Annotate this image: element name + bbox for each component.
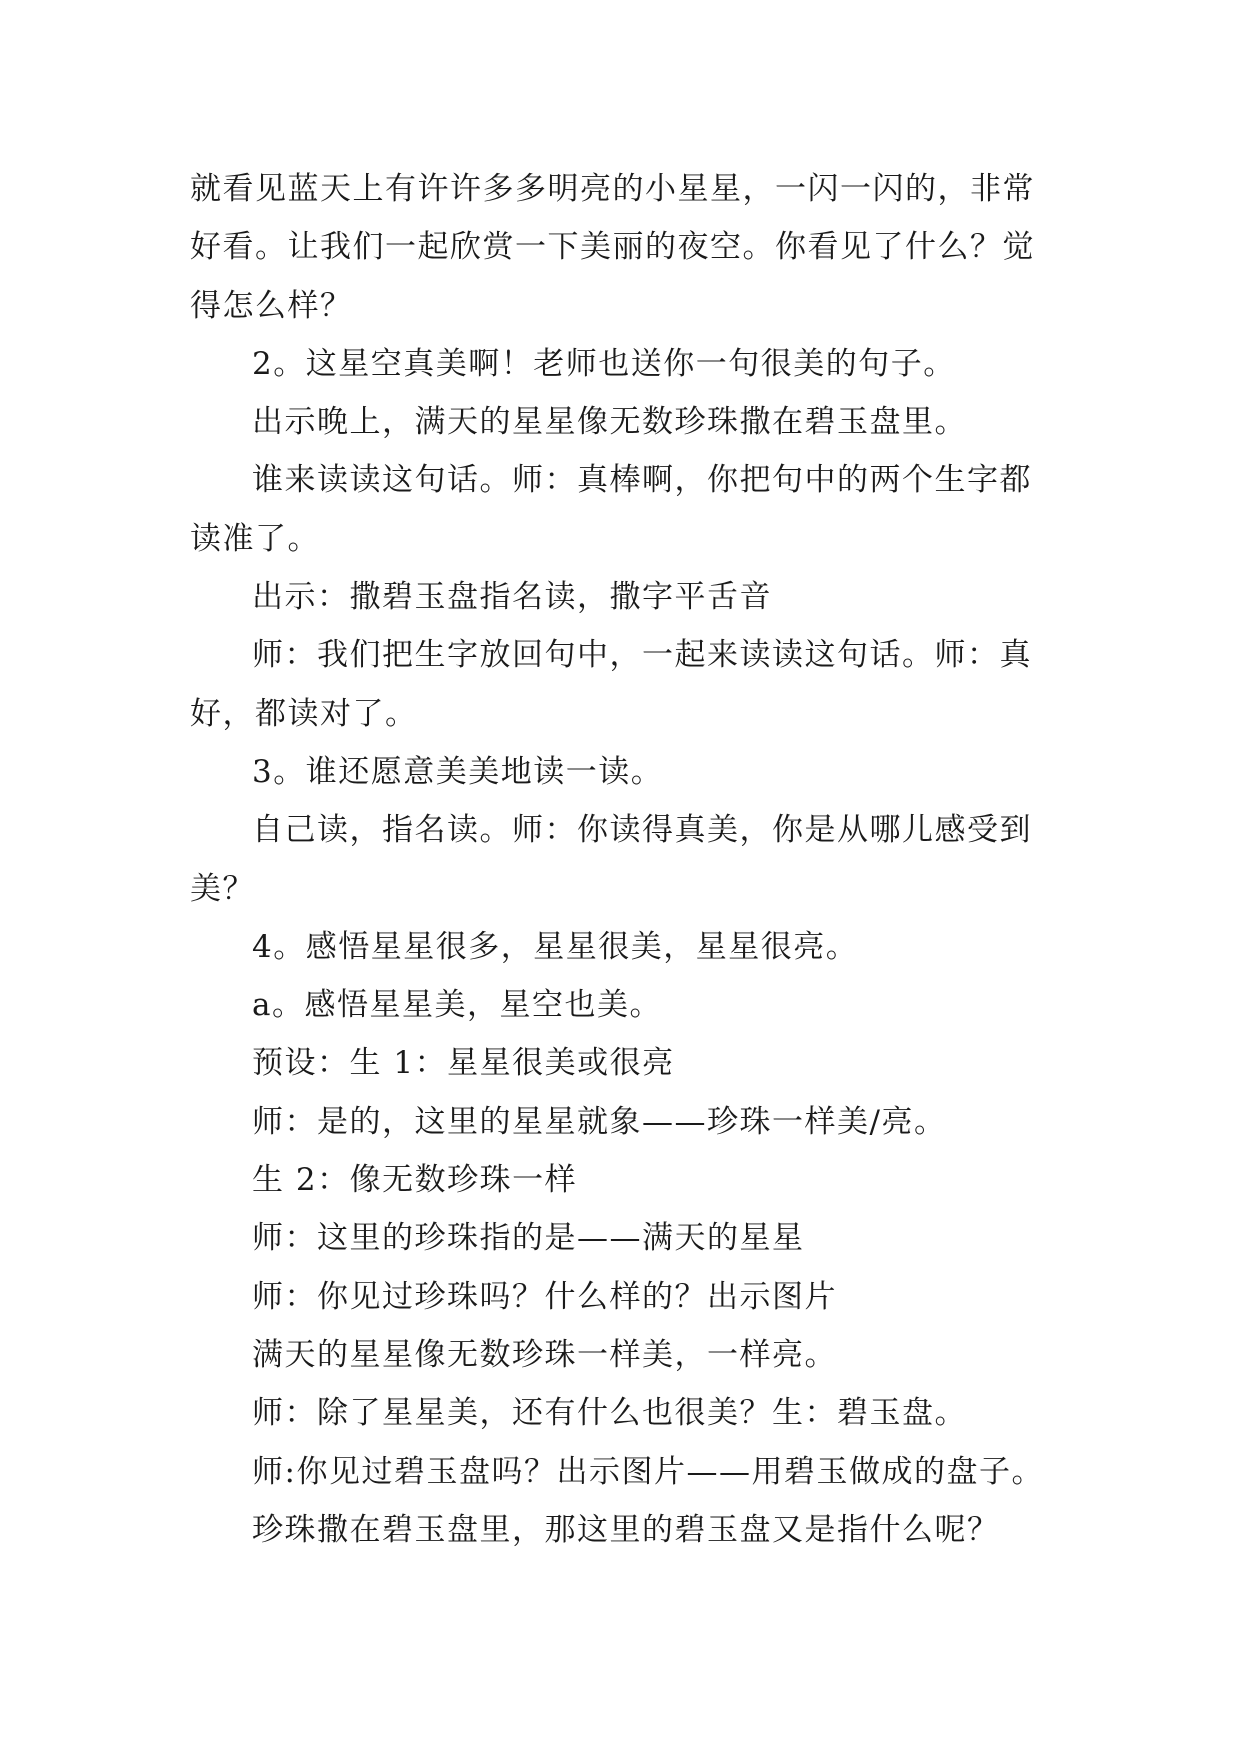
paragraph: 自己读，指名读。师：你读得真美，你是从哪儿感受到美？ [190,812,1032,907]
document-body [190,160,1060,1559]
paragraph: 3。谁还愿意美美地读一读。 [252,753,664,790]
paragraph: 生 2：像无数珍珠一样 [252,1162,578,1199]
paragraph: 师：这里的珍珠指的是——满天的星星 [252,1220,805,1257]
paragraph: 师：你见过珍珠吗？什么样的？出示图片 [252,1278,837,1315]
paragraph: 出示：撒碧玉盘指名读，撒字平舌音 [252,579,772,616]
paragraph: 师：是的，这里的星星就象——珍珠一样美/亮。 [252,1103,947,1140]
paragraph: 珍珠撒在碧玉盘里，那这里的碧玉盘又是指什么呢？ [252,1511,1000,1548]
paragraph: 师：我们把生字放回句中，一起来读读这句话。师：真好，都读对了。 [190,637,1032,732]
paragraph: 师:你见过碧玉盘吗？出示图片——用碧玉做成的盘子。 [252,1453,1044,1490]
paragraph: 满天的星星像无数珍珠一样美，一样亮。 [252,1336,837,1373]
paragraph: 4。感悟星星很多，星星很美，星星很亮。 [252,928,859,965]
paragraph: 2。这星空真美啊！老师也送你一句很美的句子。 [252,345,956,382]
paragraph: 预设：生 1：星星很美或很亮 [252,1045,675,1082]
paragraph: 就看见蓝天上有许许多多明亮的小星星，一闪一闪的，非常好看。让我们一起欣赏一下美丽的夜空。你看见了什么？觉得怎么样？ [190,171,1035,324]
paragraph: a。感悟星星美，星空也美。 [252,987,662,1024]
paragraph: 师：除了星星美，还有什么也很美？生：碧玉盘。 [252,1395,967,1432]
paragraph: 出示晚上，满天的星星像无数珍珠撒在碧玉盘里。 [252,404,967,441]
paragraph: 谁来读读这句话。师：真棒啊，你把句中的两个生字都读准了。 [190,462,1032,557]
